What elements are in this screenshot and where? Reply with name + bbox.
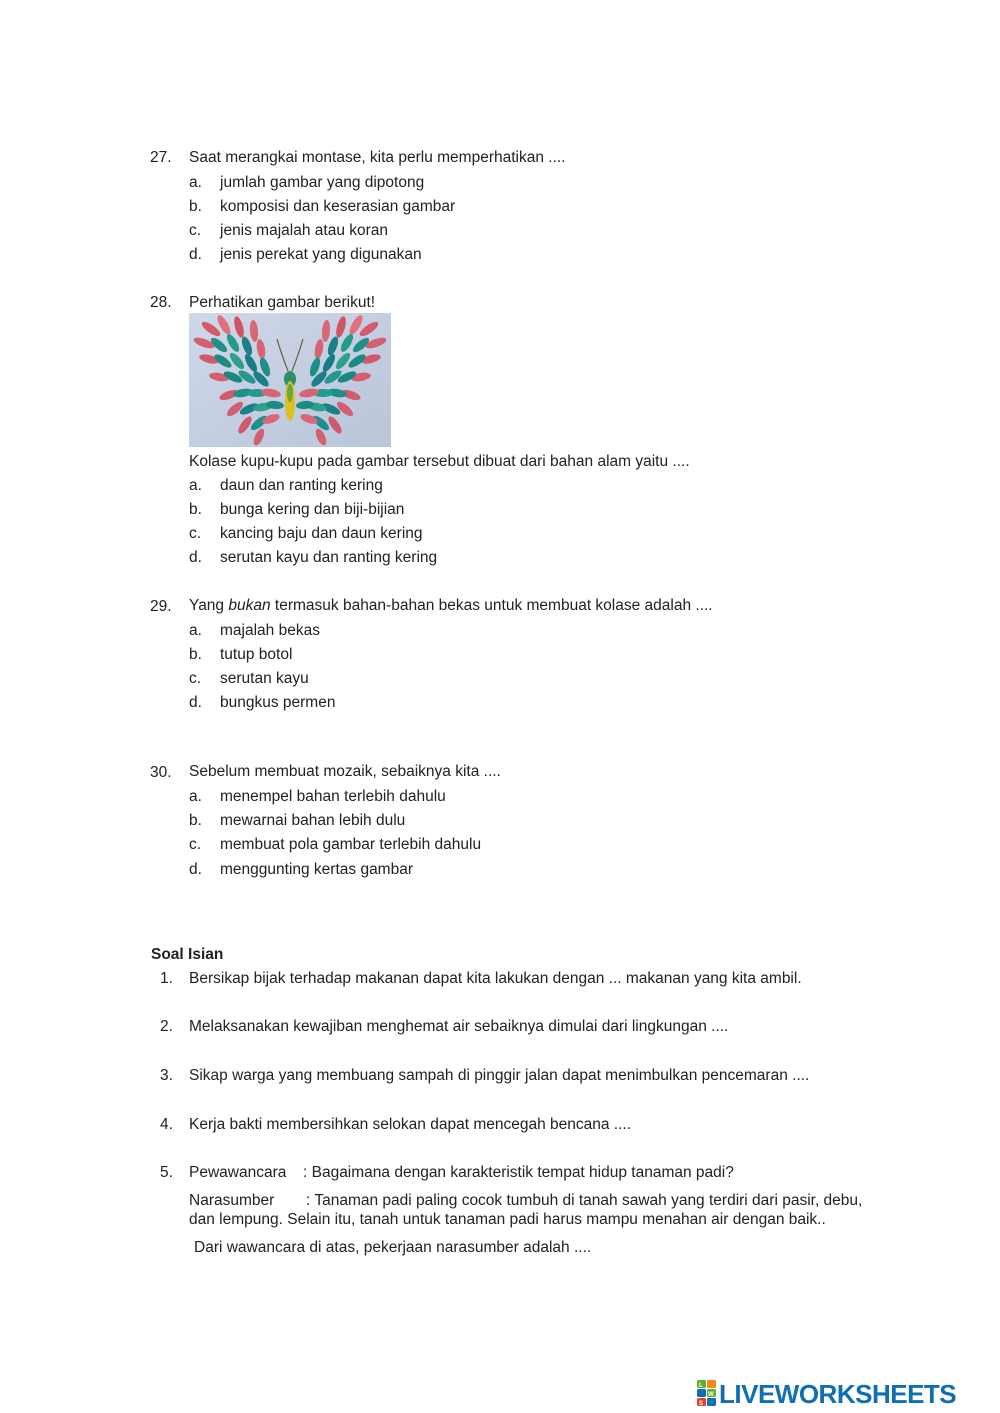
logo-badge-letter-s: S <box>699 1401 704 1407</box>
option-text: mewarnai bahan lebih dulu <box>220 812 406 829</box>
option-label: c. <box>189 836 202 853</box>
interviewer-text: : Bagaimana dengan karakteristik tempat hidup tanaman padi? <box>303 1164 734 1181</box>
section-title: Soal Isian <box>151 946 224 963</box>
question-28-caption: Kolase kupu-kupu pada gambar tersebut dibuat dari bahan alam yaitu .... <box>189 453 690 470</box>
question-29-number: 29. <box>150 598 172 615</box>
option-label: d. <box>189 549 202 566</box>
option-text: bungkus permen <box>220 694 336 711</box>
question-29-text <box>189 597 713 615</box>
butterfly-collage-image <box>189 313 391 447</box>
option-label: b. <box>189 198 202 215</box>
isian-question: Kerja bakti membersihkan selokan dapat mencegah bencana .... <box>189 1116 632 1133</box>
option-label: a. <box>189 622 202 639</box>
option-text: kancing baju dan daun kering <box>220 525 423 542</box>
option-text: menempel bahan terlebih dahulu <box>220 788 446 805</box>
option-label: c. <box>189 525 202 542</box>
option-label: b. <box>189 501 202 518</box>
question-30-number: 30. <box>150 764 172 781</box>
question-27-text: Saat merangkai montase, kita perlu memperhatikan .... <box>189 149 566 166</box>
question-28-text: Perhatikan gambar berikut! <box>189 294 376 311</box>
interviewer-label: Pewawancara <box>189 1164 287 1181</box>
option-text: komposisi dan keserasian gambar <box>220 198 456 215</box>
option-label: b. <box>189 646 202 663</box>
question-29-text-pre: Yang <box>189 597 229 614</box>
question-29-emphasis: bukan <box>228 597 271 614</box>
option-text: bunga kering dan biji-bijian <box>220 501 405 518</box>
isian-number: 3. <box>160 1067 173 1084</box>
isian-number: 5. <box>160 1164 173 1181</box>
option-text: jenis perekat yang digunakan <box>220 246 422 263</box>
question-29-text-post: termasuk bahan-bahan bekas untuk membuat kolase adalah .... <box>270 597 713 614</box>
question-28-number: 28. <box>150 294 172 311</box>
source-text-line2: dan lempung. Selain itu, tanah untuk tanaman padi harus mampu menahan air dengan baik.. <box>189 1211 826 1228</box>
isian-number: 2. <box>160 1018 173 1035</box>
option-label: d. <box>189 694 202 711</box>
isian-question: Melaksanakan kewajiban menghemat air sebaiknya dimulai dari lingkungan .... <box>189 1018 729 1035</box>
liveworksheets-logo <box>697 1376 993 1408</box>
option-label: d. <box>189 246 202 263</box>
source-label: Narasumber <box>189 1192 275 1209</box>
option-label: c. <box>189 670 202 687</box>
option-text: menggunting kertas gambar <box>220 861 414 878</box>
option-text: majalah bekas <box>220 622 320 639</box>
option-text: tutup botol <box>220 646 293 663</box>
option-label: b. <box>189 812 202 829</box>
option-text: jenis majalah atau koran <box>220 222 389 239</box>
option-text: serutan kayu dan ranting kering <box>220 549 438 566</box>
option-label: d. <box>189 861 202 878</box>
option-text: daun dan ranting kering <box>220 477 383 494</box>
option-text: serutan kayu <box>220 670 309 687</box>
option-label: a. <box>189 174 202 191</box>
isian-final-question: Dari wawancara di atas, pekerjaan narasumber adalah .... <box>194 1239 592 1256</box>
question-27-number: 27. <box>150 149 172 166</box>
option-label: a. <box>189 788 202 805</box>
logo-text: LIVEWORKSHEETS <box>719 1379 957 1408</box>
option-text: membuat pola gambar terlebih dahulu <box>220 836 482 853</box>
isian-question: Sikap warga yang membuang sampah di pinggir jalan dapat menimbulkan pencemaran .... <box>189 1067 810 1084</box>
option-text: jumlah gambar yang dipotong <box>220 174 425 191</box>
source-text-line1: : Tanaman padi paling cocok tumbuh di tanah sawah yang terdiri dari pasir, debu, <box>306 1192 863 1209</box>
logo-badge-letter-l: L <box>699 1383 703 1389</box>
logo-badge-letter-w: W <box>708 1392 714 1398</box>
option-label: c. <box>189 222 202 239</box>
isian-number: 4. <box>160 1116 173 1133</box>
isian-number: 1. <box>160 970 173 987</box>
isian-question: Bersikap bijak terhadap makanan dapat kita lakukan dengan ... makanan yang kita ambil. <box>189 970 802 987</box>
question-30-text: Sebelum membuat mozaik, sebaiknya kita .... <box>189 763 501 780</box>
option-label: a. <box>189 477 202 494</box>
